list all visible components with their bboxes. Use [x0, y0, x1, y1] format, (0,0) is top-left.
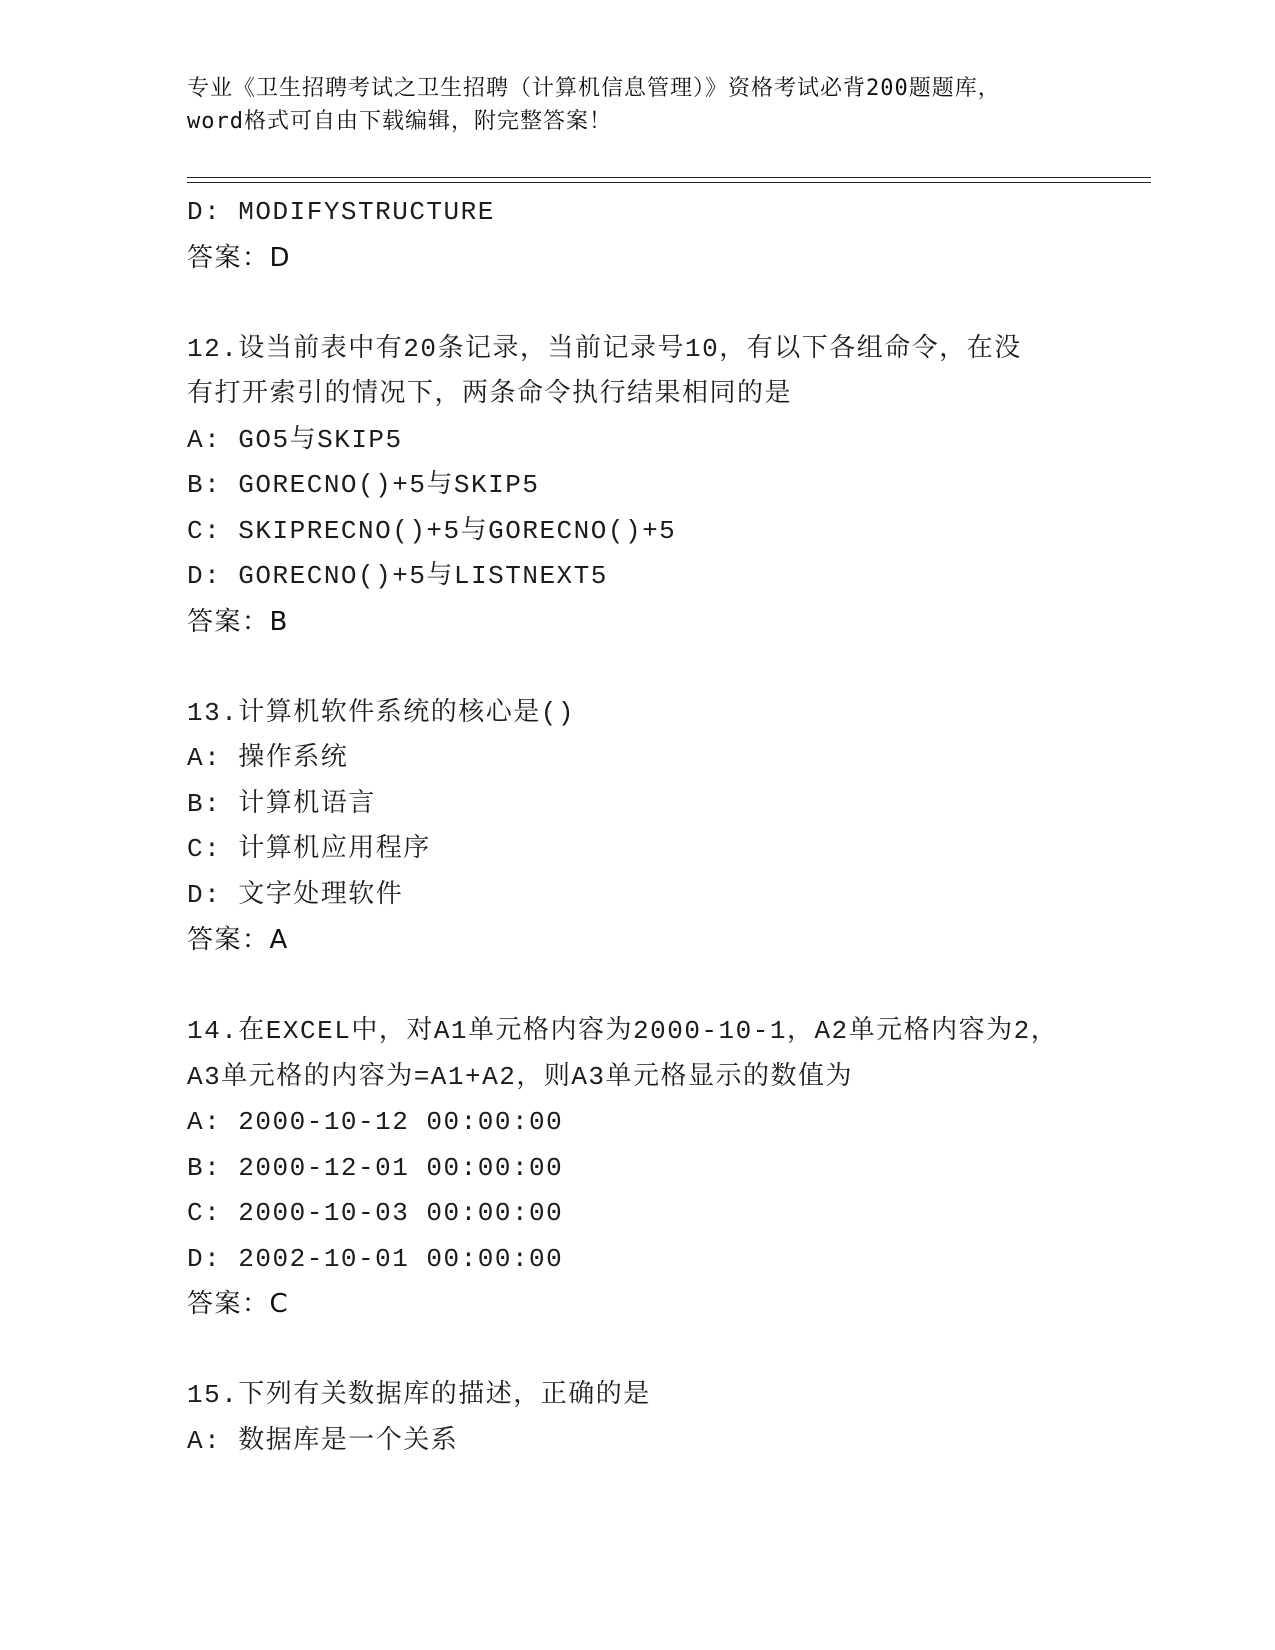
previous-question-tail: [187, 190, 1087, 281]
option-d: D: GORECNO()+5与LISTNEXT5: [187, 561, 608, 591]
option-d: D: 文字处理软件: [187, 879, 404, 910]
question-stem-line-1: 15.下列有关数据库的描述，正确的是: [187, 1380, 651, 1410]
question-stem-line-2: A3单元格的内容为=A1+A2，则A3单元格显示的数值为: [187, 1061, 854, 1092]
spacer: [187, 964, 1087, 1010]
spacer: [187, 281, 1087, 327]
option-d: D: 2002-10-01 00:00:00: [187, 1243, 564, 1274]
header-line-2: word格式可自由下载编辑，附完整答案！: [187, 109, 612, 134]
option-a: A: 操作系统: [187, 743, 349, 773]
question-stem-line-2: 有打开索引的情况下，两条命令执行结果相同的是: [187, 379, 793, 409]
question-15: [187, 1373, 1087, 1464]
option-a: A: 2000-10-12 00:00:00: [187, 1107, 564, 1137]
spacer: [187, 645, 1087, 691]
option-a: A: GO5与SKIP5: [187, 424, 403, 455]
question-stem-line-1: 13.计算机软件系统的核心是(): [187, 697, 576, 728]
answer-line: 答案：A: [187, 925, 289, 955]
answer-line: 答案：D: [187, 242, 292, 273]
answer-line: 答案：B: [187, 606, 289, 637]
option-c: C: 计算机应用程序: [187, 834, 431, 864]
option-c: C: 2000-10-03 00:00:00: [187, 1198, 564, 1228]
option-b: B: 2000-12-01 00:00:00: [187, 1152, 564, 1183]
question-list: [187, 190, 1087, 1464]
header-divider-bottom: [187, 182, 1151, 183]
header-divider-top: [187, 177, 1151, 178]
header-line-1: 专业《卫生招聘考试之卫生招聘（计算机信息管理）》资格考试必背200题题库，: [187, 76, 1001, 101]
option-d: D: MODIFYSTRUCTURE: [187, 197, 495, 227]
option-a: A: 数据库是一个关系: [187, 1425, 459, 1456]
question-stem-line-1: 12.设当前表中有20条记录，当前记录号10，有以下各组命令，在没: [187, 333, 1022, 364]
question-12: [187, 327, 1087, 646]
document-header: [187, 72, 1087, 138]
question-stem-line-1: 14.在EXCEL中，对A1单元格内容为2000-10-1，A2单元格内容为2，: [187, 1016, 1059, 1046]
option-c: C: SKIPRECNO()+5与GORECNO()+5: [187, 515, 677, 546]
question-13: [187, 691, 1087, 964]
answer-line: 答案：C: [187, 1289, 290, 1319]
option-b: B: 计算机语言: [187, 788, 376, 819]
spacer: [187, 1328, 1087, 1374]
option-b: B: GORECNO()+5与SKIP5: [187, 470, 540, 500]
question-14: [187, 1009, 1087, 1328]
